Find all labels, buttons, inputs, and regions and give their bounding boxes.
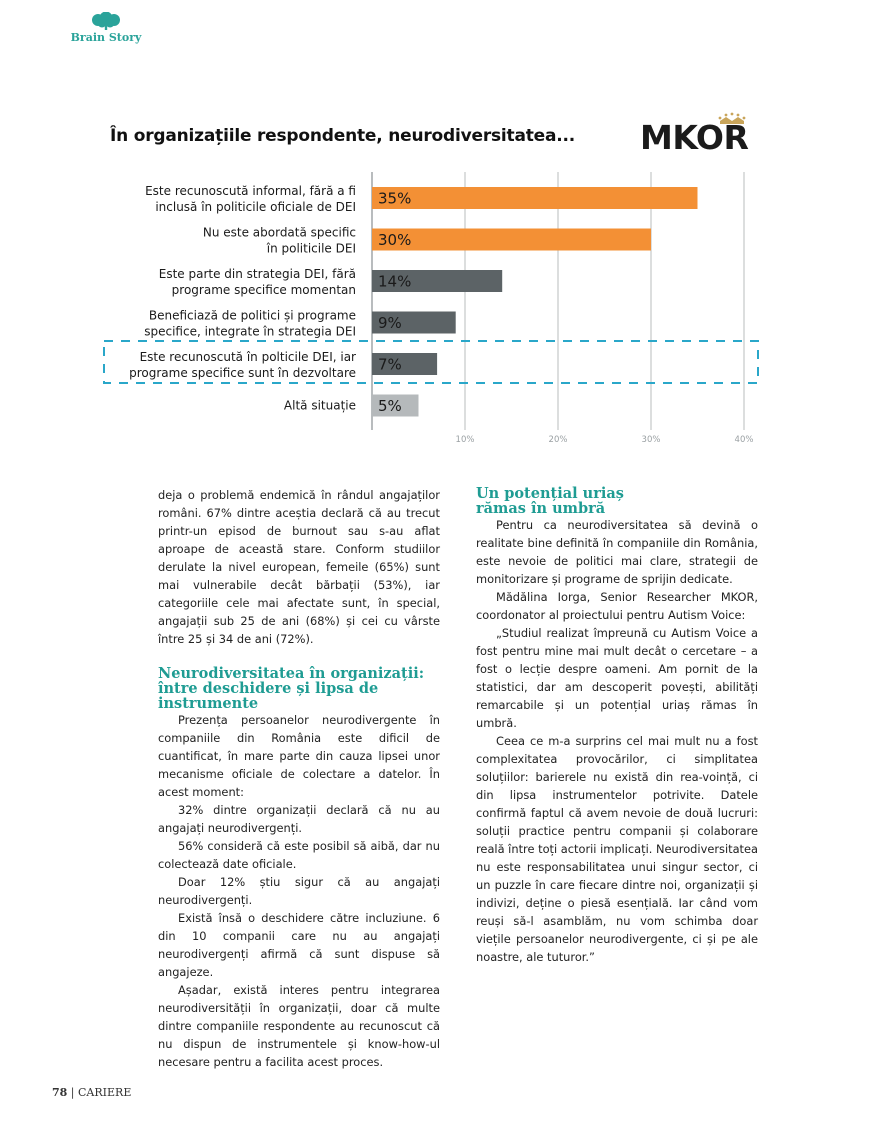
section-heading: Un potențial uriaș rămas în umbră xyxy=(476,485,624,517)
category-label: Beneficiază de politici și programe xyxy=(148,308,356,323)
x-tick-label: 30% xyxy=(641,435,661,445)
x-tick-label: 20% xyxy=(548,435,568,445)
mkor-logo-text: MKOR xyxy=(640,118,749,157)
paragraph: 32% dintre organizații declară că nu au angajați neurodivergenți. xyxy=(158,803,440,835)
x-tick-label: 40% xyxy=(734,435,754,445)
section-heading: Neurodiversitatea în organizații: între deschidere și lipsa de instrumente xyxy=(158,665,425,712)
bar-value-label: 35% xyxy=(378,189,412,208)
paragraph: Mădălina Iorga, Senior Researcher MKOR, coordonator al proiectului pentru Autism Voice: xyxy=(476,590,758,622)
paragraph: 56% consideră că este posibil să aibă, dar nu colectează date oficiale. xyxy=(158,839,440,871)
category-label: programe specifice momentan xyxy=(171,283,356,297)
category-label: Este parte din strategia DEI, fără xyxy=(158,267,356,281)
paragraph: Doar 12% știu sigur că au angajați neurodivergenți. xyxy=(158,875,440,907)
paragraph: Există însă o deschidere către incluziune. 6 din 10 companii care nu au angajați neurodivergenți afirmă că sunt dispuse să angajeze. xyxy=(158,911,440,979)
bar xyxy=(372,229,651,251)
article-column-left xyxy=(158,486,440,1071)
category-label: programe specifice sunt în dezvoltare xyxy=(129,366,356,380)
page-number: 78 xyxy=(52,1086,68,1099)
category-label: specifice, integrate în strategia DEI xyxy=(144,324,356,339)
bar-value-label: 7% xyxy=(378,355,402,374)
category-label: Altă situație xyxy=(283,398,356,413)
category-label: inclusă în politicile oficiale de DEI xyxy=(155,200,356,214)
category-label: Este recunoscută în polticile DEI, iar xyxy=(139,350,356,364)
bar-value-label: 30% xyxy=(378,231,412,249)
bar-value-label: 9% xyxy=(378,314,402,332)
paragraph: Prezența persoanelor neurodivergente în companiile din România este dificil de cuantificat, în mare parte din cauza lipsei unor mecanisme oficiale de colectare a datelor. În acest moment: xyxy=(158,713,440,799)
category-label: în politicile DEI xyxy=(266,241,356,256)
x-tick-label: 10% xyxy=(455,435,475,445)
paragraph: deja o problemă endemică în rândul angajaților români. 67% dintre aceștia declară că au trecut printr-un episod de burnout sau s-au aflat aproape de această stare. Conform studiilor derulate la nivel european, femeile (65%) sunt mai vulnerabile decât bărbații (53%), iar categoriile cele mai afectate sunt, în special, angajații sub 25 de ani (68%) și cei cu vârste între 25 și 34 de ani (72%). xyxy=(158,488,440,646)
paragraph: Așadar, există interes pentru integrarea neurodiversității în organizații, doar că multe dintre companiile respondente au recunoscut că nu dispun de instrumentele și know-how-ul necesare pentru a facilita acest proces. xyxy=(158,983,440,1069)
brand-name: Brain Story xyxy=(70,31,142,44)
bar-value-label: 5% xyxy=(378,397,402,415)
footer-section: CARIERE xyxy=(78,1086,132,1099)
category-label: Nu este abordată specific xyxy=(202,225,356,240)
paragraph: Pentru ca neurodiversitatea să devină o realitate bine definită în companiile din România, este nevoie de politici mai clare, strategii de monitorizare și programe de sprijin dedicate. xyxy=(476,518,758,586)
quote-paragraph: Ceea ce m-a surprins cel mai mult nu a fost complexitatea provocărilor, ci simplitatea soluțiilor: barierele nu există din rea-voință, ci din lipsa instrumentelor potrivite. Datele confirmă faptul că avem nevoie de două lucruri: soluții practice pentru companii și colaborare reală între toți actorii implicați. Neurodiversitatea nu este responsabilitatea unui singur sector, ci un puzzle în care fiecare dintre noi, organizații și indivizi, deține o piesă esențială. Iar când vom reuși să-l asamblăm, nu vom schimba doar viețile persoanelor neurodivergente, ci și pe ale noastre, ale tuturor.” xyxy=(476,734,759,964)
page-footer xyxy=(52,1086,131,1099)
quote-paragraph: „Studiul realizat împreună cu Autism Voice a fost pentru mine mai mult decât o cercetare – a fost o lecție despre oameni. Am pornit de la statistici, dar am descoperit povești, abilități remarcabile și un potențial uriaș rămas în umbră. xyxy=(476,626,758,730)
bar-chart xyxy=(0,0,876,470)
bar xyxy=(372,187,698,209)
bar-value-label: 14% xyxy=(378,272,412,291)
chart-title: În organizațiile respondente, neurodiversitatea... xyxy=(110,126,576,146)
footer-separator: | xyxy=(67,1086,79,1099)
category-label: Este recunoscută informal, fără a fi xyxy=(145,184,356,198)
article-column-right xyxy=(476,486,758,966)
